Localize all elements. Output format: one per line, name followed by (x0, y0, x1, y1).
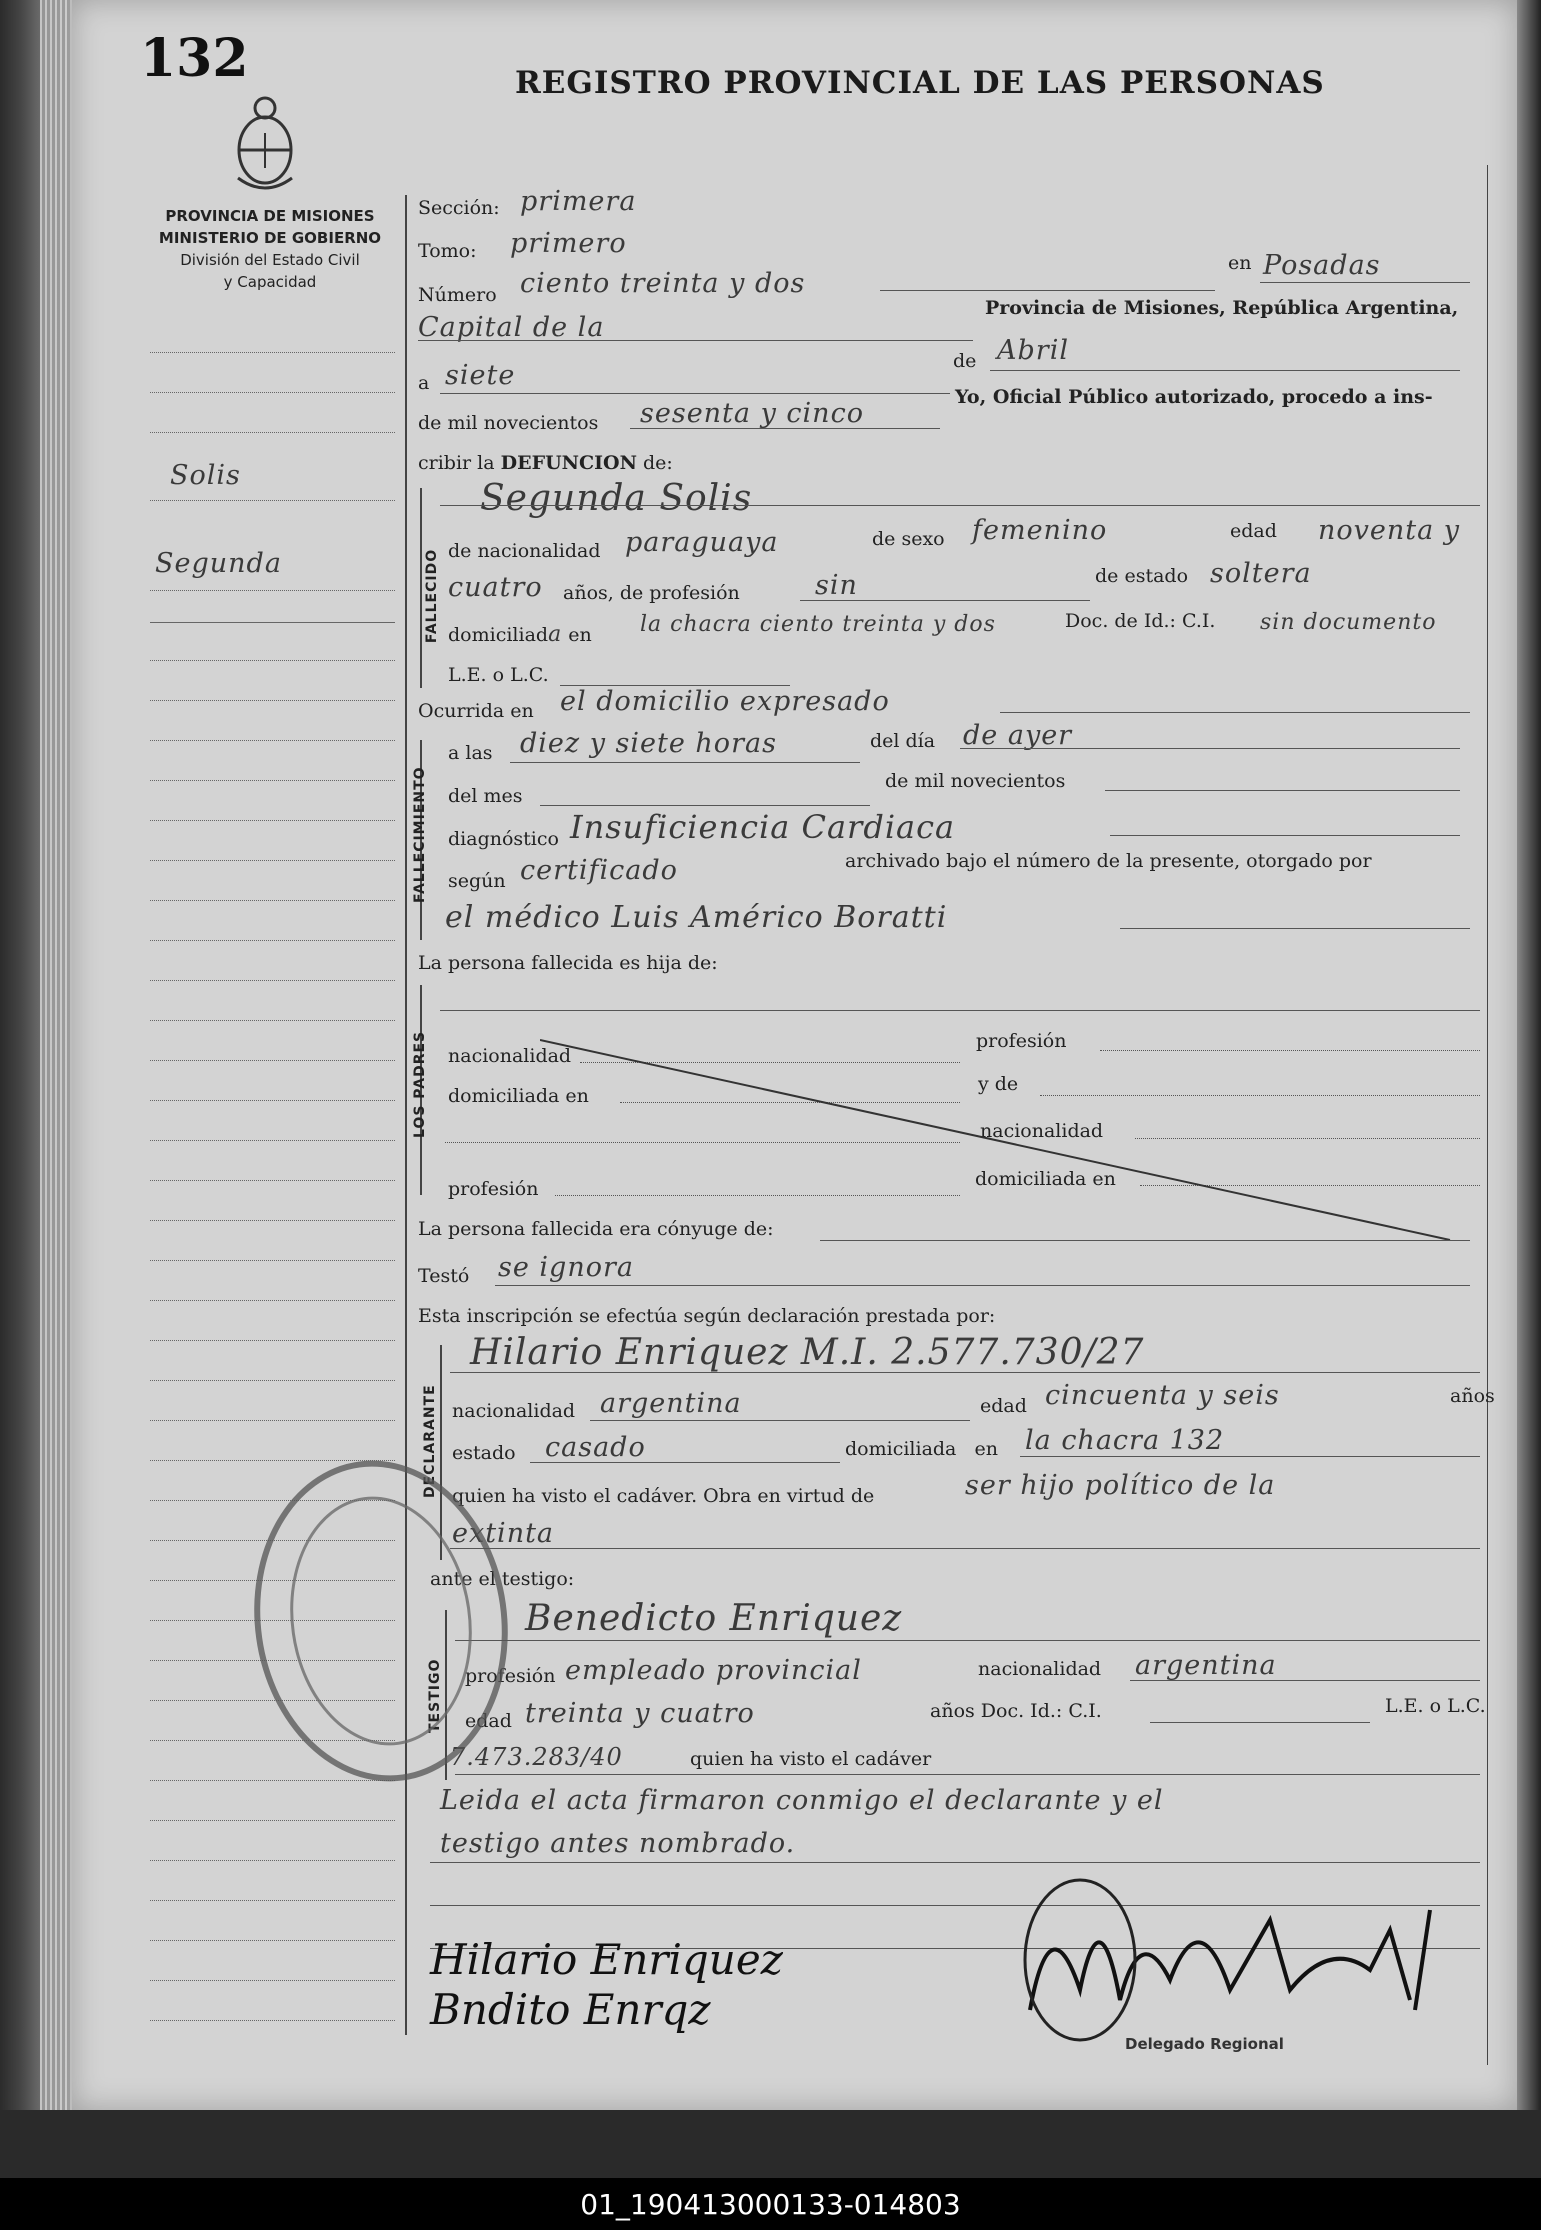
testigo-edad-label: edad (465, 1710, 512, 1732)
nacionalidad-value: paraguaya (625, 527, 779, 558)
testigo-edad-value: treinta y cuatro (525, 1698, 755, 1729)
segun-value: certificado (520, 855, 678, 886)
padre-domiciliada-label: domiciliada en (448, 1085, 589, 1107)
lugar-value: Posadas (1263, 250, 1381, 281)
province-label: PROVINCIA DE MISIONES (165, 207, 375, 225)
visto2-label: quien ha visto el cadáver (690, 1748, 932, 1770)
right-border (1487, 165, 1488, 2065)
testo-value: se ignora (498, 1252, 634, 1283)
testigo-side-label: TESTIGO (427, 1658, 443, 1733)
provincia-label: Provincia de Misiones, República Argentina, (985, 297, 1459, 319)
capacity-label: y Capacidad (223, 273, 317, 291)
hora-value: diez y siete horas (520, 728, 777, 759)
estado-value: soltera (1210, 558, 1312, 589)
ministry-label: MINISTERIO DE GOBIERNO (158, 229, 382, 247)
closing-line-2: testigo antes nombrado. (440, 1828, 796, 1859)
testigo-le-lc-label: L.E. o L.C. (1385, 1695, 1486, 1717)
visto-label: quien ha visto el cadáver. Obra en virtud de (452, 1485, 875, 1507)
madre-domiciliada-label: domiciliada en (975, 1168, 1116, 1190)
deceased-name: Segunda Solis (480, 478, 753, 519)
de-mil-label: de mil novecientos (418, 412, 599, 434)
numero-label: Número (418, 284, 497, 306)
edad-value-2: cuatro (448, 572, 543, 603)
padre-profesion2-label: profesión (448, 1178, 539, 1200)
void-strike-line (540, 1030, 1460, 1250)
edad-value: noventa y (1318, 515, 1461, 546)
domicilio-value: la chacra ciento treinta y dos (640, 612, 996, 637)
capital-value: Capital de la (418, 312, 605, 343)
a-label: a (418, 372, 430, 394)
mes-value: Abril (997, 335, 1069, 366)
y-de-label: y de (978, 1073, 1019, 1095)
seccion-label: Sección: (418, 197, 500, 219)
conyuge-label: La persona fallecida era cónyuge de: (418, 1218, 774, 1240)
diagnostico-value: Insuficiencia Cardiaca (570, 808, 956, 846)
numero-value: ciento treinta y dos (520, 268, 806, 299)
decl-estado-label: estado (452, 1442, 516, 1464)
domiciliad-label: domiciliada en (448, 622, 592, 647)
a-las-label: a las (448, 742, 493, 764)
tomo-label: Tomo: (418, 240, 477, 262)
medico-value: el médico Luis Américo Boratti (445, 900, 948, 935)
anos-label: años (1450, 1385, 1495, 1407)
virtud-value: ser hijo político de la (965, 1470, 1276, 1501)
dia-value: siete (445, 360, 516, 391)
madre-nacionalidad-label: nacionalidad (980, 1120, 1104, 1142)
cribir-label: cribir la DEFUNCION de: (418, 452, 673, 474)
division-label: División del Estado Civil (180, 251, 360, 269)
image-id: 01_190413000133-014803 (580, 2188, 961, 2221)
doc-id-label: Doc. de Id.: C.I. (1065, 610, 1216, 632)
official-stamp-text: Delegado Regional (1125, 2035, 1284, 2053)
declarante-name: Hilario Enriquez M.I. 2.577.730/27 (470, 1332, 1145, 1373)
testigo-profesion-label: profesión (465, 1665, 556, 1687)
decl-domiciliada-label: domiciliada en (845, 1438, 998, 1460)
padre-profesion-label: profesión (976, 1030, 1067, 1052)
decl-nacionalidad-label: nacionalidad (452, 1400, 576, 1422)
margin-given-name: Segunda (155, 548, 282, 579)
ocurrida-label: Ocurrida en (418, 700, 534, 722)
left-header (145, 205, 395, 293)
de-mil-nov-label: de mil novecientos (885, 770, 1066, 792)
decl-estado-value: casado (545, 1432, 646, 1463)
testo-label: Testó (418, 1265, 470, 1287)
oficial-label: Yo, Oficial Público autorizado, procedo a ins- (955, 386, 1433, 408)
del-mes-label: del mes (448, 785, 523, 807)
inscripcion-label: Esta inscripción se efectúa según declaración prestada por: (418, 1305, 996, 1327)
page-number: 132 (140, 28, 249, 89)
padres-side-label: LOS PADRES (412, 1030, 428, 1138)
profesion-value: sin (815, 570, 858, 601)
page-title: REGISTRO PROVINCIAL DE LAS PERSONAS (515, 65, 1325, 101)
declarante-side-label: DECLARANTE (422, 1384, 438, 1498)
tomo-value: primero (510, 228, 627, 259)
testigo-profesion-value: empleado provincial (565, 1655, 862, 1686)
segun-label: según (448, 870, 506, 892)
estado-label: de estado (1095, 565, 1189, 587)
testigo-nacionalidad-value: argentina (1135, 1650, 1277, 1681)
ocurrida-value: el domicilio expresado (560, 686, 890, 717)
signature-testigo: Bndito Enrqz (430, 1985, 711, 2034)
signature-declarante: Hilario Enriquez (430, 1935, 783, 1984)
fallecimiento-side-label: FALLECIMIENTO (412, 766, 428, 903)
official-signature-mark (1010, 1860, 1470, 2060)
bottom-band (0, 2110, 1541, 2178)
del-dia-label: del día (870, 730, 936, 752)
ante-label: ante el testigo: (430, 1568, 575, 1590)
virtud-value-2: extinta (452, 1518, 555, 1549)
documento-value: sin documento (1260, 610, 1437, 635)
fallecido-border (420, 488, 422, 688)
sexo-label: de sexo (872, 528, 945, 550)
le-lc-label: L.E. o L.C. (448, 664, 549, 686)
coat-of-arms-icon (230, 88, 300, 198)
testigo-nacionalidad-label: nacionalidad (978, 1658, 1102, 1680)
en-label: en (1228, 252, 1252, 274)
decl-nacionalidad-value: argentina (600, 1388, 742, 1419)
diagnostico-label: diagnóstico (448, 828, 559, 850)
testigo-doc-label: años Doc. Id.: C.I. (930, 1700, 1102, 1722)
padre-nacionalidad-label: nacionalidad (448, 1045, 572, 1067)
de-label: de (953, 350, 977, 372)
testigo-name: Benedicto Enriquez (525, 1598, 903, 1639)
nacionalidad-label: de nacionalidad (448, 540, 601, 562)
fallecido-side-label: FALLECIDO (424, 548, 440, 644)
decl-domicilio-value: la chacra 132 (1025, 1425, 1225, 1456)
archivado-label: archivado bajo el número de la presente, otorgado por (845, 850, 1372, 872)
edad-label: edad (1230, 520, 1277, 542)
anio-value: sesenta y cinco (640, 398, 864, 429)
dia-ocurr-value: de ayer (963, 720, 1073, 751)
sexo-value: femenino (972, 515, 1108, 546)
footer-bar (0, 2178, 1541, 2230)
hija-de-label: La persona fallecida es hija de: (418, 952, 718, 974)
profesion-label: años, de profesión (563, 582, 740, 604)
closing-line-1: Leida el acta firmaron conmigo el declarante y el (440, 1785, 1164, 1816)
margin-surname: Solis (170, 460, 241, 491)
decl-edad-label: edad (980, 1395, 1027, 1417)
testigo-doc-value: 7.473.283/40 (450, 1743, 623, 1771)
right-shadow (1517, 0, 1541, 2178)
seccion-value: primera (520, 186, 637, 217)
decl-edad-value: cincuenta y seis (1045, 1380, 1280, 1411)
